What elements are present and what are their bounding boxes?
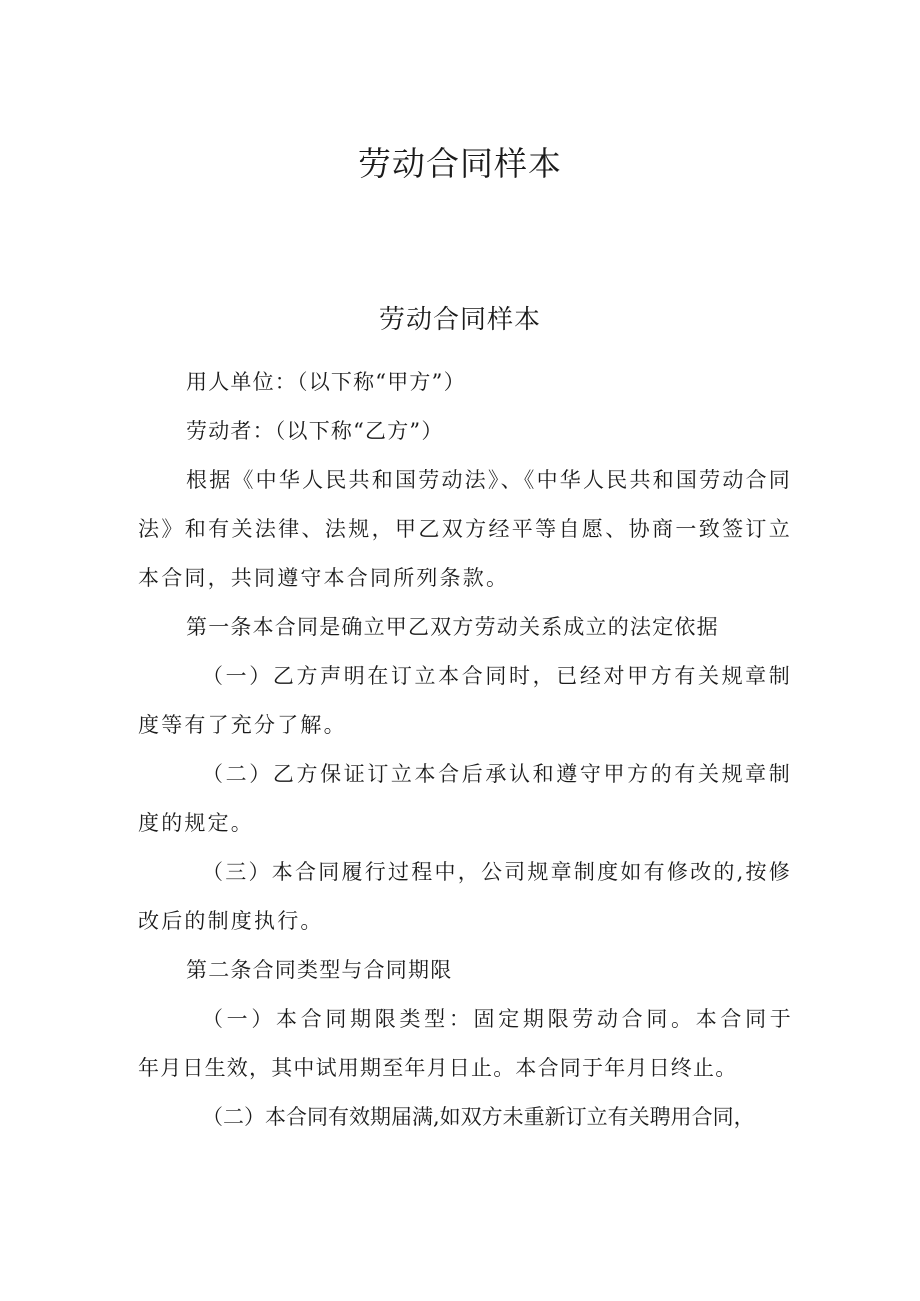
document-title: 劳动合同样本 [358,144,562,183]
document-subtitle: 劳动合同样本 [378,305,541,335]
document-body [138,358,837,1142]
article-2-clause-1: （一）本合同期限类型：固定期限劳动合同。本合同于 年月日生效，其中试用期至年月日止。本合同于年月日终止。 [138,1007,837,1080]
article-1-clause-3: （三）本合同履行过程中，公司规章制度如有修改的,按修改后的制度执行。 [138,860,792,933]
article-2-clause-2: （二）本合同有效期届满,如双方未重新订立有关聘用合同， [202,1105,755,1129]
employer-line: 用人单位：（以下称“甲方”） [186,370,466,394]
article-1-clause-1: （一）乙方声明在订立本合同时，已经对甲方有关规章制度等有了充分了解。 [138,664,792,737]
article-1-heading: 第一条本合同是确立甲乙双方劳动关系成立的法定依据 [186,615,719,639]
preamble-paragraph: 根据《中华人民共和国劳动法》、《中华人民共和国劳动合同法》和有关法律、法规，甲乙双方经平等自愿、协商一致签订立本合同，共同遵守本合同所列条款。 [138,468,792,590]
employee-line: 劳动者：（以下称“乙方”） [186,419,444,443]
article-1-clause-2: （二）乙方保证订立本合后承认和遵守甲方的有关规章制度的规定。 [138,762,792,835]
article-2-heading: 第二条合同类型与合同期限 [186,958,453,982]
